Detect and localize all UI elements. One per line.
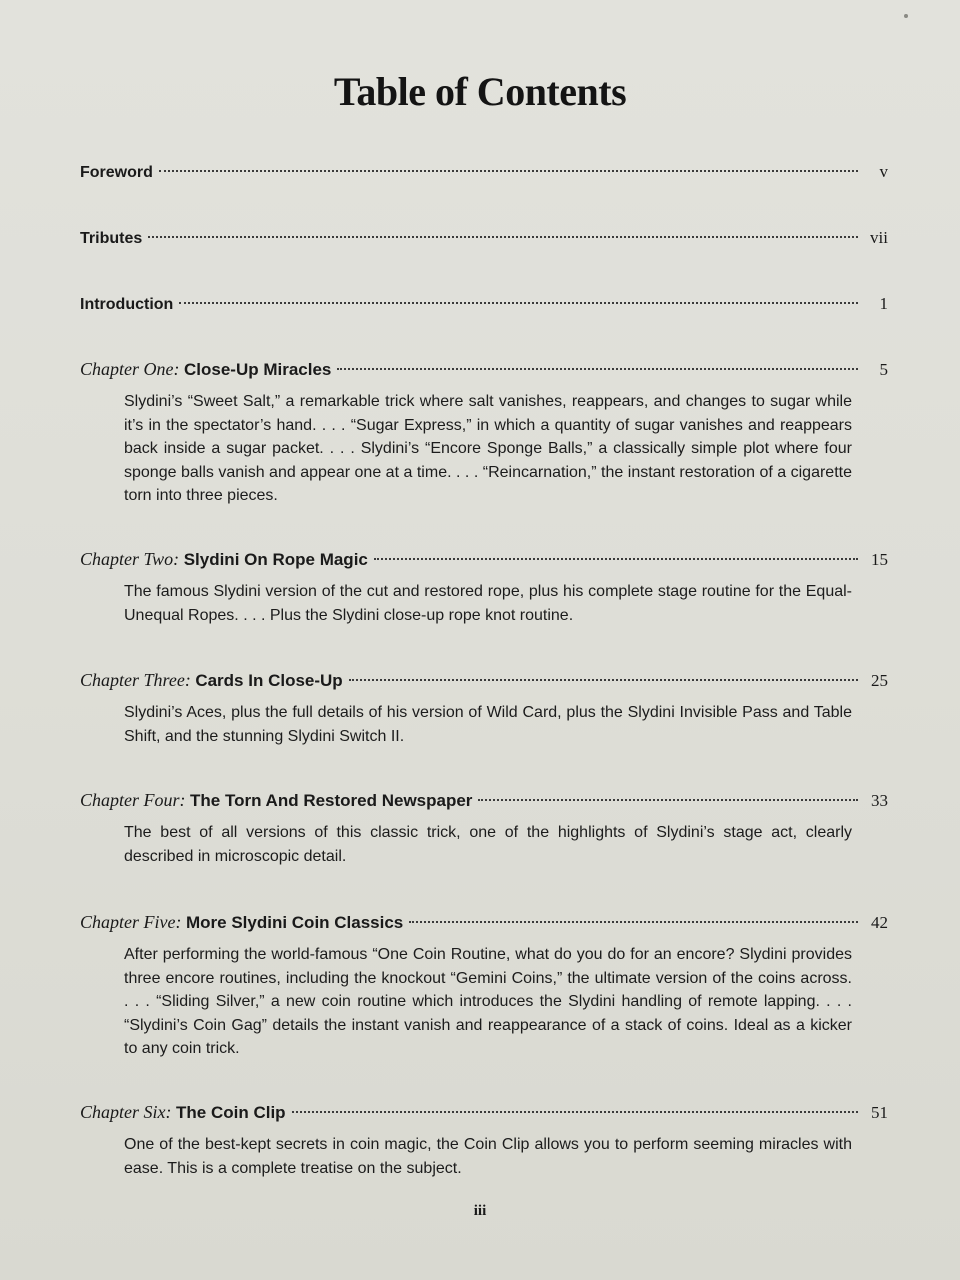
chapter-description: After performing the world-famous “One Coin Routine, what do you do for an encore? Slydini provides three encore routines, including the knockout “Gemini Coins,” the ultimate version of the coins across. . . . “Sliding Silver,” a new coin routine which introduces the Slydini handling of remote lapping. . . . “Slydini’s Coin Gag” details the instant vanish and reappearance of a stack of coins. Ideal as a kicker to any coin trick. — [124, 946, 852, 1057]
dot-leader — [179, 302, 858, 304]
chapter-number: Chapter Two: — [80, 549, 180, 569]
page-number: v — [879, 162, 888, 181]
toc-entry-tributes — [80, 226, 888, 251]
chapter-heading — [80, 788, 472, 813]
dot-leader — [478, 799, 858, 801]
toc-chapter-five — [80, 910, 888, 1061]
chapter-title: More Slydini Coin Classics — [185, 913, 404, 932]
toc-chapter-four — [80, 788, 888, 868]
chapter-title: The Torn And Restored Newspaper — [190, 791, 473, 810]
page-number: 42 — [871, 913, 888, 932]
chapter-title: Close-Up Miracles — [183, 360, 332, 379]
toc-chapter-one — [80, 357, 888, 508]
page-number: 1 — [879, 294, 888, 313]
chapter-number: Chapter Three: — [80, 670, 191, 690]
chapter-description: The famous Slydini version of the cut and restored rope, plus his complete stage routine for the Equal-Unequal Ropes. . . . Plus the Slydini close-up rope knot routine. — [124, 583, 852, 624]
chapter-title: Cards In Close-Up — [195, 671, 343, 690]
chapter-heading — [80, 668, 343, 693]
page-number: 33 — [871, 791, 888, 810]
page-number: 5 — [879, 360, 888, 379]
toc-entry-foreword — [80, 160, 888, 185]
page-number: 15 — [871, 550, 888, 569]
dot-leader — [409, 921, 858, 923]
dot-leader — [148, 236, 858, 238]
chapter-heading — [80, 910, 403, 935]
toc-chapter-two — [80, 547, 888, 627]
dot-leader — [349, 679, 858, 681]
dot-leader — [159, 170, 858, 172]
chapter-title: Slydini On Rope Magic — [183, 550, 368, 569]
dot-leader — [374, 558, 858, 560]
chapter-number: Chapter Four: — [80, 790, 186, 810]
chapter-description: Slydini’s Aces, plus the full details of his version of Wild Card, plus the Slydini Invisible Pass and Table Shift, and the stunning Slydini Switch II. — [124, 704, 852, 745]
dot-leader — [292, 1111, 858, 1113]
chapter-number: Chapter Six: — [80, 1102, 172, 1122]
chapter-description: One of the best-kept secrets in coin magic, the Coin Clip allows you to perform seeming miracles with ease. This is a complete treatise on the subject. — [124, 1136, 852, 1177]
toc-entry-introduction — [80, 292, 888, 317]
entry-label: Tributes — [80, 230, 143, 247]
entry-label: Introduction — [80, 296, 174, 313]
page-number: 51 — [871, 1103, 888, 1122]
chapter-title: The Coin Clip — [176, 1103, 286, 1122]
chapter-heading — [80, 547, 368, 572]
paper-speck — [904, 14, 908, 18]
chapter-heading — [80, 1100, 286, 1125]
chapter-number: Chapter One: — [80, 359, 180, 379]
chapter-number: Chapter Five: — [80, 912, 182, 932]
page-folio: iii — [473, 1203, 487, 1219]
chapter-description: Slydini’s “Sweet Salt,” a remarkable trick where salt vanishes, reappears, and changes to sugar while it’s in the spectator’s hand. . . . “Sugar Express,” in which a quantity of sugar vanishes and reappears back inside a sugar packet. . . . Slydini’s “Encore Sponge Balls,” a classically simple plot where four sponge balls vanish and appear one at a time. . . . “Reincarnation,” the instant restoration of a cigarette torn into three pieces. — [124, 393, 852, 504]
toc-chapter-three — [80, 668, 888, 748]
chapter-description: The best of all versions of this classic trick, one of the highlights of Slydini’s stage act, clearly described in microscopic detail. — [124, 824, 852, 865]
entry-label: Foreword — [80, 164, 153, 181]
page-number: vii — [870, 228, 888, 247]
page-title: Table of Contents — [333, 69, 627, 114]
page-number: 25 — [871, 671, 888, 690]
dot-leader — [337, 368, 858, 370]
toc-chapter-six — [80, 1100, 888, 1180]
chapter-heading — [80, 357, 331, 382]
